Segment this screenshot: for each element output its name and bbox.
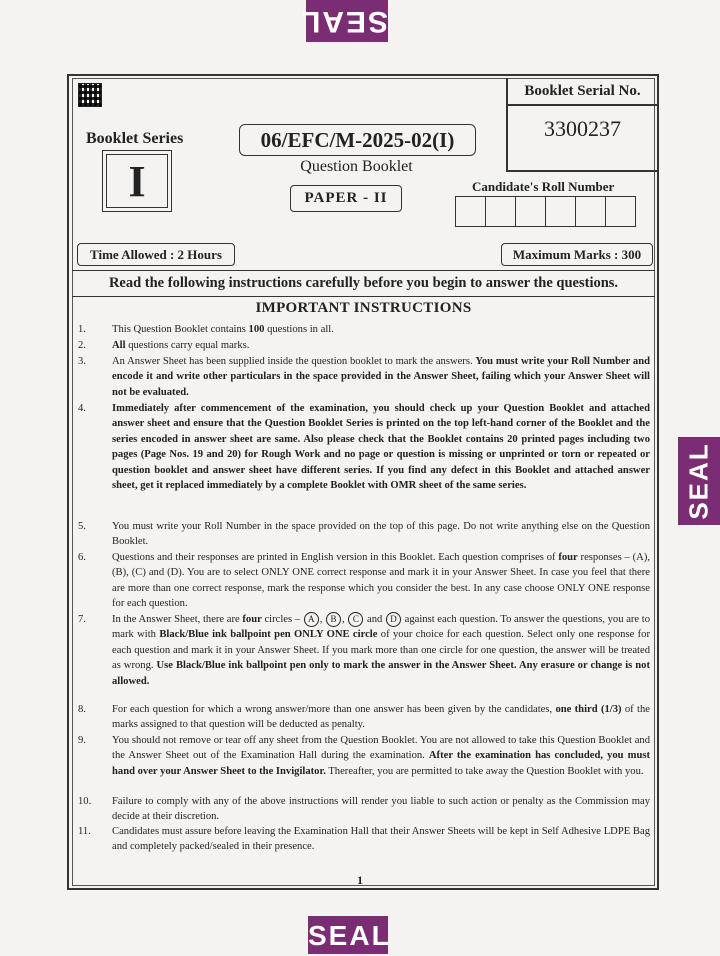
maximum-marks: Maximum Marks : 300	[501, 243, 653, 266]
instruction-text-run: Failure to comply with any of the above instructions will render you liable to such action or penalty as the Commission may decide at their discretion.	[112, 796, 650, 823]
divider	[72, 296, 655, 297]
instruction-number: 3.	[78, 356, 86, 367]
instruction-text	[112, 519, 650, 550]
roll-digit-box[interactable]	[575, 196, 606, 227]
instruction-text-run: An Answer Sheet has been supplied inside the question booklet to mark the answers.	[112, 356, 476, 367]
instruction-item	[78, 794, 650, 825]
instruction-text	[112, 338, 650, 353]
instruction-text-run: questions in all.	[264, 324, 334, 335]
instruction-number: 6.	[78, 552, 86, 563]
instruction-text	[112, 702, 650, 733]
instruction-text-run: ,	[342, 614, 348, 625]
instruction-text-run: For each question for which a wrong answer/more than one answer has been given by the candidates,	[112, 704, 556, 715]
instruction-text-run: of your choice for each question. Select only one response for each question and mark it in your Answer Sheet. If you mark more than one circle for one question, the answer will be treated as wrong.	[112, 629, 650, 672]
answer-circle-icon: B	[326, 612, 341, 627]
paper-label: PAPER - II	[290, 185, 402, 212]
instruction-item	[78, 612, 650, 689]
instruction-number: 11.	[78, 826, 91, 837]
seal-side-label: SEAL	[683, 442, 714, 520]
instruction-item	[78, 702, 650, 733]
instruction-text-run: of the marks assigned to that question will be deducted as penalty.	[112, 704, 650, 731]
instruction-bold-text: 100	[248, 324, 265, 335]
instruction-text-run: ,	[319, 614, 326, 625]
instruction-text-run: against each question. To answer the questions, you are to mark with	[112, 614, 651, 641]
instruction-text	[112, 794, 650, 825]
qr-code-icon	[78, 83, 102, 107]
roll-digit-box[interactable]	[515, 196, 546, 227]
instruction-text-run: Questions and their responses are printed in English version in this Booklet. Each question comprises of	[112, 552, 559, 563]
instruction-bold-text: Immediately after commencement of the examination, you should check up your Question Booklet and attached answer sheet and ensure that the Question Booklet Series is printed on the top left-hand corner of the Booklet and the series encoded in answer sheet are same. Also please check that the Booklet contains 20 printed pages including two pages (Page Nos. 19 and 20) for Rough Work and no page or question is missing or unprinted or torn or repeated or question booklet and answer sheet have different series. If you find any defect in this Booklet and attached answer sheet, get it replaced immediately by a complete Booklet with OMR sheet of the same series.	[112, 403, 650, 492]
instruction-item	[78, 824, 650, 855]
roll-number-label: Candidate's Roll Number	[472, 179, 615, 194]
instruction-item	[78, 401, 650, 493]
instruction-text	[112, 612, 650, 689]
instruction-number: 10.	[78, 796, 92, 807]
instruction-text	[112, 354, 650, 400]
instruction-bold-text: You must write your Roll Number and encode it and write other particulars in the space provided in the Answer Sheet, failing which your Answer Sheet will not be evaluated.	[112, 356, 650, 398]
roll-digit-box[interactable]	[605, 196, 636, 227]
booklet-serial-label: Booklet Serial No.	[508, 78, 657, 106]
booklet-series-box	[102, 150, 172, 212]
instruction-number: 7.	[78, 614, 86, 625]
instruction-text-run: responses – (A), (B), (C) and (D). You are to select ONLY ONE correct response and mark it in your Answer Sheet. In case you feel that there are more than one correct response, mark the response which you consider the best. In any case choose ONLY ONE response for each question.	[112, 552, 650, 610]
instruction-bold-text: After the examination has concluded, you must hand over your Answer Sheet to the Invigilator.	[112, 750, 651, 777]
instruction-text-run: circles –	[261, 614, 303, 625]
instruction-text-run: and	[364, 614, 385, 625]
instruction-item	[78, 519, 650, 550]
page-number: 1	[357, 873, 363, 887]
instruction-text	[112, 550, 650, 612]
seal-sticker-top: SEAL	[306, 0, 388, 42]
instruction-text	[112, 322, 650, 337]
answer-circle-icon: A	[304, 612, 319, 627]
instruction-text-run: Thereafter, you are permitted to take away the Question Booklet with you.	[325, 765, 644, 777]
instruction-text	[112, 733, 650, 779]
booklet-series-value: I	[106, 154, 168, 208]
answer-circle-icon: D	[386, 612, 401, 627]
instruction-text-run: Candidates must assure before leaving the Examination Hall that their Answer Sheets will be kept in Self Adhesive LDPE Bag and completely packed/sealed in their presence.	[112, 826, 650, 853]
instruction-bold-text: four	[242, 614, 262, 625]
instruction-item	[78, 733, 650, 779]
instruction-bold-text: one third (1/3)	[555, 704, 622, 715]
roll-digit-box[interactable]	[545, 196, 576, 227]
time-allowed: Time Allowed : 2 Hours	[77, 243, 235, 266]
instruction-bold-text: four	[558, 552, 578, 563]
instruction-number: 8.	[78, 704, 86, 715]
instruction-text-run: In the Answer Sheet, there are	[112, 614, 243, 625]
booklet-series-label: Booklet Series	[86, 130, 184, 147]
divider	[72, 270, 655, 271]
instruction-number: 5.	[78, 521, 86, 532]
roll-number-boxes[interactable]	[456, 196, 636, 227]
booklet-serial-box	[506, 78, 657, 172]
instruction-text	[112, 824, 650, 855]
instruction-text	[112, 401, 650, 493]
instruction-number: 1.	[78, 324, 86, 335]
instruction-bold-text: All	[112, 340, 126, 351]
instruction-item	[78, 550, 650, 612]
instruction-text-run: You must write your Roll Number in the space provided on the top of this page. Do not write anything else on the Question Booklet.	[112, 521, 650, 548]
instructions-heading: IMPORTANT INSTRUCTIONS	[255, 300, 472, 316]
instruction-bold-text: Black/Blue ink ballpoint pen ONLY ONE circle	[159, 629, 378, 641]
answer-circle-icon: C	[348, 612, 363, 627]
instruction-number: 2.	[78, 340, 86, 351]
instruction-number: 4.	[78, 403, 86, 414]
read-instructions-note: Read the following instructions carefully before you begin to answer the questions.	[108, 275, 619, 291]
instruction-item	[78, 338, 650, 353]
instruction-text-run: questions carry equal marks.	[125, 340, 250, 351]
roll-digit-box[interactable]	[455, 196, 486, 227]
instruction-text-run: You should not remove or tear off any sheet from the Question Booklet. You are not allowed to take this Question Booklet and the Answer Sheet out of the Examination Hall during the examination.	[112, 735, 650, 762]
instruction-text-run: This Question Booklet contains	[112, 324, 249, 335]
seal-sticker-bottom: SEAL	[308, 916, 388, 954]
roll-digit-box[interactable]	[485, 196, 516, 227]
instruction-item	[78, 354, 650, 400]
instruction-number: 9.	[78, 735, 86, 746]
booklet-code: 06/EFC/M-2025-02(I)	[239, 124, 476, 156]
instruction-bold-text: Use Black/Blue ink ballpoint pen only to mark the answer in the Answer Sheet. Any erasure or change is not allowed.	[112, 660, 650, 687]
question-booklet-label: Question Booklet	[300, 158, 413, 175]
instruction-item	[78, 322, 650, 337]
seal-sticker-side	[678, 437, 720, 525]
booklet-serial-number: 3300237	[544, 116, 621, 141]
